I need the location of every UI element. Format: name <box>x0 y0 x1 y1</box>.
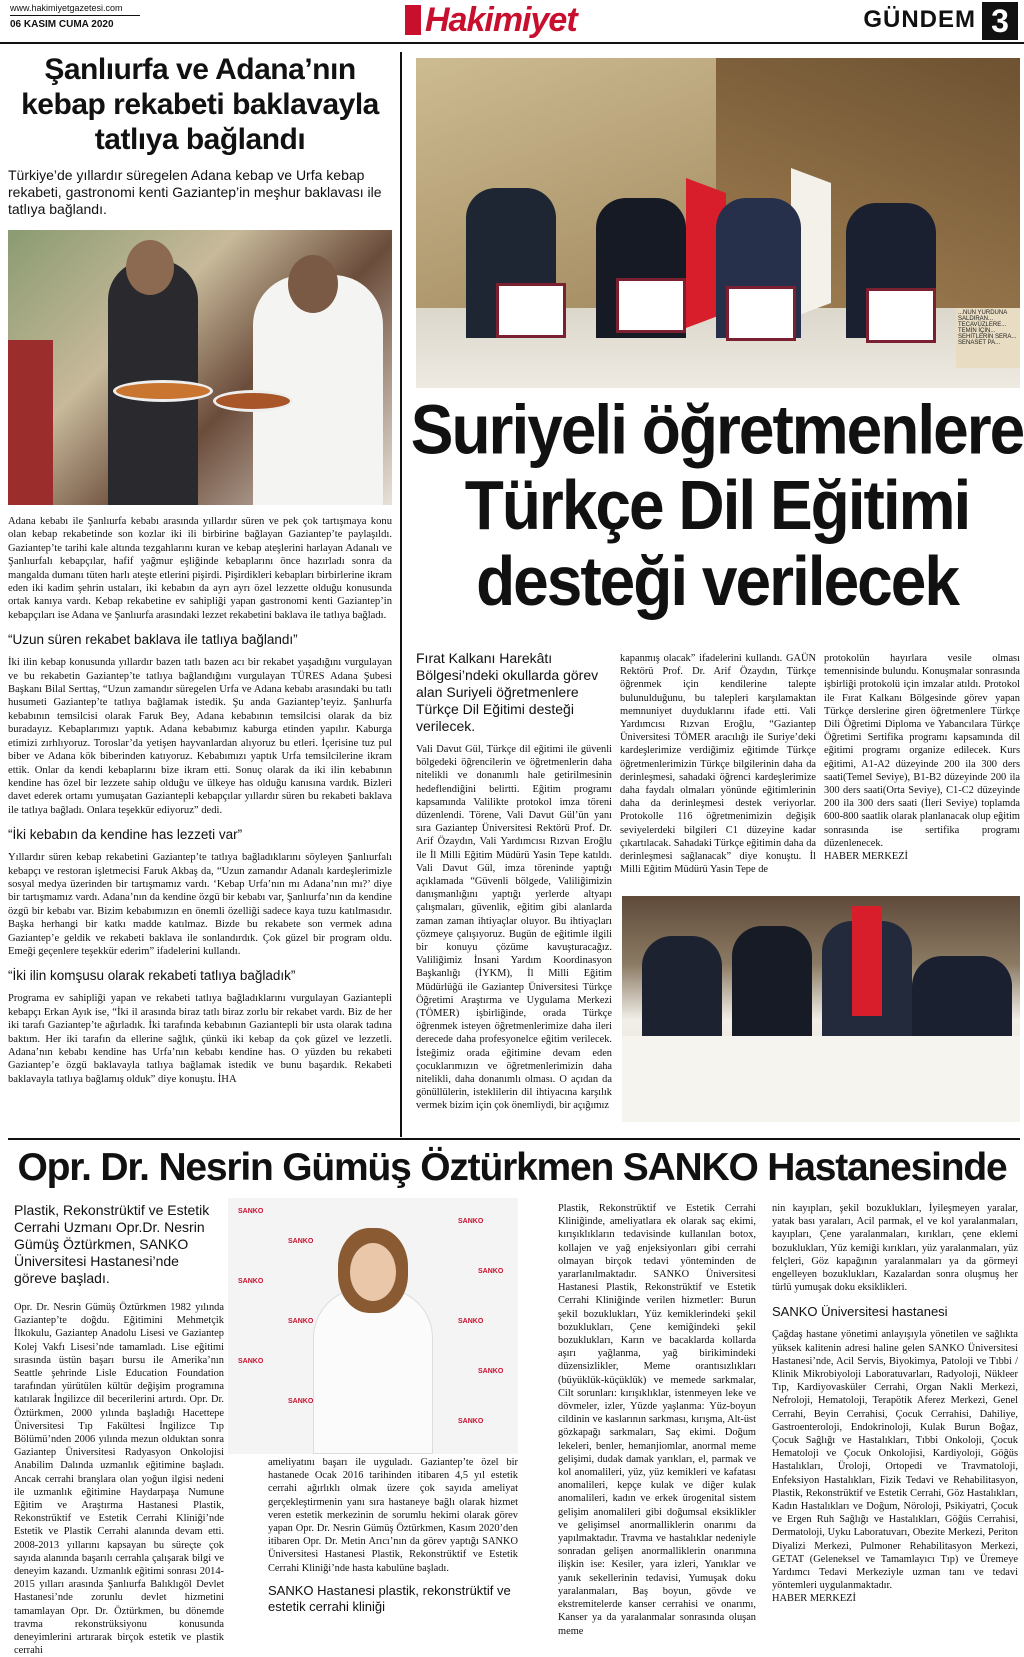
sanko-logo-icon: SANKO <box>238 1358 264 1365</box>
syria-paragraph-3: protokolün hayırlara vesile olması temennisinde bulundu. Konuşmalar sonrasında işbirliği protokolü için imzalar atıldı. Protokol ile Fırat Kalkanı Bölgesinde görev yapan Türkçe derslerine giren öğretmenlere Türkçe Dili Öğretimi Diploma ve Yabancılara Türkçe Öğretimi Sertifika programı kapsamında dil eğitimi programı organize edilecek. Kurs eğitimi, A1-A2 düzeyinde 200 ila 300 ders saati(Temel Seviye), B1-B2 düzeyinde 200 ila 300 ders saati(Orta Seviye), C1-C2 düzeyinde 200 ila 300 ders saati (İleri Seviye) toplamda 600-800 saatlik olarak planlanacak olup eğitim sonrasında ise sertifika programı düzenlenecek. <box>824 653 1020 849</box>
kebab-paragraph-1: Adana kebabı ile Şanlıurfa kebabı arasında yıllardır süren ve pek çok tartışmaya konu olan kebap rekabetinde son kozlar iki ili birbirine bağlayan Gaziantep’te paylaşıldı. Gaziantep’te tarihi kale altında tezgahlarını kuran ve kebap ateşlerini harlayan Adanalı ve Şanlıurfalı kebapçılar, hafif yağmur eşliğinde kebaplarını önce hazırladı sonra da mangalda dumanı tüten harlı ateşte etlerini pişirdi. Pişirdikleri kebapları birbirlerine ikram eden iki kadim şehrin ustaları, iki kebabın da ayrı ayrı özel lezzette olduğu konusunda ortak kanıya vardı. Kebap rekabetine ev sahipliği yapan gastronomi kenti Gaziantep’in kebapçıları ise Adana ve Şanlıurfa arasındaki lezzet rekabetini baklava ile tatlıya bağladı. <box>8 516 392 621</box>
signing-table <box>622 1036 1020 1122</box>
sanko-column-4 <box>772 1202 1018 1606</box>
signing-photo <box>622 896 1020 1122</box>
syria-paragraph-1: Vali Davut Gül, Türkçe dil eğitimi ile güvenli bölgedeki öğrencilerin ve öğretmenlerin daha nitelikli ve donanımlı hale getirilmesinin hedeflendiğini belirtti. Eğitim programı kapsamında Valilikte protokol imza töreni düzenlendi. Törene, Vali Davut Gül’ün yanı sıra Gaziantep Üniversitesi Rektörü Prof. Dr. Arif Özaydın, Vali Yardımcısı Rızvan Eroğlu ile İl Milli Eğitim Müdürü Yasin Tepe katıldı. Vali Davut Gül, imza töreninde yaptığı açıklamada “Güvenli bölgede, Valiliğimizin danışmanlığını yaptığı yerlerde altyapı çalışmaları, güvenlik, eğitim gibi alanlarda zaman zaman ihtiyaçlar oluyor. Bu ihtiyaçları çözmeye çalışıyoruz. Bugün de eğitimle ilgili bir konuyu çözüme kavuşturacağız. Valiliğimiz İnsani Yardım Koordinasyon Başkanlığı (İYKM), İl Milli Eğitim Müdürlüğü ile Gaziantep Üniversitesi Türkçe Öğretimi Araştırma ve Uygulama Merkezi (TÖMER) işbirliğinde, orada Türkçe öğrenmek isteyen öğretmenlerimize daha ileri derecede daha profesyonelce eğitim verilecek. İsteğimiz orada eğitimine devam eden çocuklarımızın ve öğretmenlerimizin daha nitelikli, daha donanımlı olması. O açıdan da gönüllülerin, isteklilerin dil ihtiyacına karşılık vermek bizim için çok önemliydi, bir açığımız <box>416 744 612 1112</box>
kebab-subhead-3: “İki ilin komşusu olarak rekabeti tatlıya bağladık” <box>8 968 296 984</box>
sanko-logo-icon: SANKO <box>458 1318 484 1325</box>
syria-byline: HABER MERKEZİ <box>824 851 908 863</box>
sanko-paragraph-5: Çağdaş hastane yönetimi anlayışıyla yönetilen ve sağlıkta yüksek kalitenin adresi haline gelen SANKO Üniversitesi Hastanesi’nde, Acil Servis, Biyokimya, Patoloji ve Tıbbi / Klinik Mikrobiyoloji Laboratuvarları, Radyoloji, Nükleer Tıp, Kardiyovasküler Cerrahi, Organ Nakli Merkezi, Nefroloji, Hematoloji, Terapötik Aferez Merkezi, Genel Cerrahi, Beyin Cerrahisi, Çocuk Cerrahisi, Dahiliye, Gastroenteroloji, Endokrinoloji, Kulak Burun Boğaz, Çocuk Sağlığı ve Hastalıkları, Tıbbi Onkoloji, Çocuk Hematoloji ve Çocuk Onkolojisi, Kardiyoloji, Göğüs Hastalıkları, Üroloji, Ortopedi ve Travmatoloji, Enfeksiyon Hastalıkları, Fizik Tedavi ve Rehabilitasyon, Plastik, Rekonstrüktif ve Estetik Cerrahi, Göz Hastalıkları, Kadın Hastalıkları ve Doğum, Nöroloji, Psikiyatri, Çocuk ve Ergen Ruh Sağlığı ve Hastalıkları, Göğüs Cerrahisi, Dermatoloji, Uyku Laboratuvarı, Obezite Merkezi, Periton Diyalizi Merkezi, Pulmoner Rehabilitasyon Merkezi, GETAT (Geleneksel ve Tamamlayıcı Tıp) ve Üremeye Yardımcı Tedavi Merkeziyle uzman tanı ve tedavi yöntemleri uygulanmaktadır. <box>772 1329 1018 1592</box>
sanko-logo-icon: SANKO <box>238 1278 264 1285</box>
sanko-logo-icon: SANKO <box>478 1268 504 1275</box>
column-divider-main <box>400 52 402 1137</box>
doctor-face <box>350 1243 396 1301</box>
syria-headline-line-1: Suriyeli öğretmenlere <box>410 390 1024 469</box>
page-number: 3 <box>982 2 1018 40</box>
sanko-column-2 <box>268 1456 518 1623</box>
sanko-paragraph-1: Opr. Dr. Nesrin Gümüş Öztürkmen 1982 yılında Gaziantep’te doğdu. Eğitimini Mehmetçik İlkokulu, Gaziantep Anadolu Lisesi ve Gaziantep Kolej Vakfı Lisesi’nde tamamladı. Lise eğitimi sırasında üstün başarı bursu ile Amerika’nın Seattle şehrinde Lisle Education Foundation tarafından yürütülen kültür değişim programına katılarak İngilizce dil becerilerini artırdı. Opr. Dr. Öztürkmen, 2000 yılında başladığı Hacettepe Üniversitesi Tıp Fakültesi İngilizce Tıp Bölümü’nden 2006 yılında mezun olduktan sonra Gaziantep Üniversitesi Radyasyon Onkolojisi Anabilim Dalında uzmanlık eğitimine başladı. Ancak cerrahi branşlara olan yoğun ilgisi nedeni ile uzmanlık eğitimine Haydarpaşa Numune Eğitim ve Araştırma Hastanesi Plastik, Rekonstrüktif ve Estetik Cerrahi Kliniği’nde Estetik ve Plastik Cerrahi alanında devam etti. 2008-2013 yıllarını kapsayan bu süreçte çok sayıda alanında başarılı cerrahla çalışarak bilgi ve deneyim kazandı. Uzmanlık eğitimi sonrası 2014-2015 yılları arasında Şanlıurfa Balıklıgöl Devlet Hastanesi’nde zorunlu devlet hizmetini tamamlayan Opr. Dr. Öztürkmen, bu dönemde travma rekonstrüksiyonu konusunda deneyimlerini artırarak birçok estetik ve plastik cerrahi <box>14 1302 224 1657</box>
kebab-paragraph-3: Yıllardır süren kebap rekabetini Gaziantep’te tatlıya bağladıklarını söyleyen Şanlıurfalı kebapçı ve restoran işletmecisi Faruk Akbaş da, “Uzun zamandır Adanalı kardeşlerimizle sosyal medya üzerinden bir tartışmamız vardı. ‘Kebap Urfa’nın mı Adana’nın mı?’ diye bir tartışmamız vardı. Adana’nın da kendine özgü bir kebabı var, Şanlıurfa’nın da kendine özgü bir kebabı var. Bizim kebabımızın en önemli özelliği sadece kaya tuzu katılmasıdır. Başka herhangi bir katkı madde katılmaz. Bizde bu rekabete son vermek adına Gaziantep’e geldik ve rekabeti baklava ile sonlandırdık. Çok güzel bir program oldu. Emeği geçenlere teşekkür ederim” ifadelerini kullandı. <box>8 852 392 957</box>
protocol-folder-2 <box>616 278 686 333</box>
kebab-photo <box>8 230 392 505</box>
newspaper-logo <box>405 1 605 39</box>
chef-head <box>288 255 338 313</box>
syria-column-3 <box>824 652 1020 863</box>
section-divider <box>8 1138 1020 1140</box>
kebab-lead: Türkiye’de yıllardır süregelen Adana kebap ve Urfa kebap rekabeti, gastronomi kenti Gaziantep’in meşhur baklavası ile tatlıya bağlandı. <box>8 167 382 217</box>
syria-headline <box>410 392 1024 619</box>
sanko-logo-icon: SANKO <box>288 1398 314 1405</box>
sanko-byline: HABER MERKEZİ <box>772 1593 856 1605</box>
section-name: GÜNDEM <box>863 6 976 33</box>
syria-column-1 <box>416 650 612 1113</box>
sanko-paragraph-4: nin kayıpları, şekil bozuklukları, İyileşmeyen yaralar, yatak bası yaraları, Acil parmak, el ve kol yaralanmaları, kayıpları, Çene yaralanmaları, kırıkları, çene eklemi bozuklukları, Yüz kemiği kırıkları, yüz yaralanmaları, yüz felçleri, Göz kapağının yaralanmaları ya da görmeyi engelleyen bozuklukları, Kazalardan sonra oluşmuş her türlü yumuşak doku eksiklikleri. <box>772 1203 1018 1294</box>
syria-column-2 <box>620 652 816 876</box>
protocol-photo <box>416 58 1020 388</box>
kebab-plate-1 <box>113 380 213 402</box>
site-url[interactable]: www.hakimiyetgazetesi.com <box>10 3 123 13</box>
sanko-subhead-1: SANKO Hastanesi plastik, rekonstrüktif ve estetik cerrahi kliniği <box>268 1582 511 1614</box>
sanko-logo-icon: SANKO <box>288 1238 314 1245</box>
kebab-headline: Şanlıurfa ve Adana’nın kebap rekabeti baklavayla tatlıya bağlandı <box>21 53 379 156</box>
sanko-logo-icon: SANKO <box>238 1208 264 1215</box>
sanko-column-1 <box>14 1202 224 1657</box>
person-head <box>126 240 174 295</box>
kebab-subhead-1: “Uzun süren rekabet baklava ile tatlıya bağlandı” <box>8 632 298 648</box>
kebab-plate-2 <box>213 390 293 412</box>
sanko-logo-icon: SANKO <box>458 1418 484 1425</box>
logo-mark-icon <box>405 5 421 35</box>
sanko-subhead-2: SANKO Üniversitesi hastanesi <box>772 1304 948 1320</box>
photo-banner-text: ...NUN YURDUNA SALDIRAN... TECAVÜZLERE... TEMİN İÇİN... SEHİTLERİN SERA... SENASET PA... <box>956 308 1020 368</box>
sanko-logo-icon: SANKO <box>288 1318 314 1325</box>
sanko-logo-icon: SANKO <box>478 1368 504 1375</box>
syria-headline-line-2: Türkçe Dil Eğitimi <box>464 466 970 545</box>
syria-paragraph-2: kapanmış olacak” ifadelerini kullandı. GAÜN Rektörü Prof. Dr. Arif Özaydın, Türkçe öğrenmek için kendilerine talepte bulunulduğunu, bu talepleri karşılamaktan memnuniyet duyduklarını ifade etti. Vali Yardımcısı Rızvan Eroğlu, “Gaziantep Üniversitesi TÖMER aracılığı ile Suriye’deki kardeşlerimize verdiğimiz eğitimde Türkçe öğretmenlerimizin Türkçe bilgilerinin daha da derinleşmesi, sahadaki öğrenci kardeşlerimize daha faydalı olmaları yönünde eğitimlerinin daha da derinleşmesi destek veriyorlar. Protokolle 116 öğretmenimizin değişik seviyelerdeki bilgileri C1 düzeyine kadar çıkartılacak. Sahadaki Türkçe eğitimin daha da derinleşmesi sağlanacak” diye konuştu. İl Milli Eğitim Müdürü Yasin Tepe de <box>620 653 816 876</box>
protocol-folder-4 <box>866 288 936 343</box>
kebab-story <box>8 52 392 1086</box>
protocol-folder-3 <box>726 286 796 341</box>
flag-icon <box>852 906 882 1016</box>
bystander-silhouette <box>8 340 53 505</box>
kebab-paragraph-2: İki ilin kebap konusunda yıllardır bazen tatlı bazen acı bir rekabet yaşadığını vurgulayan ve bu rekabetin Gaziantep’te tatlıya bağlandığını vurgulayan TÜRES Adana Şubesi Başkanı Bilal Serttaş, “Uzun zamandır süregelen Urfa ve Adana kebabı arasındaki bu tatlı husumeti Gaziantep’te tatlıya bağlamak istedik. Şu anda Gaziantep’teyiz. Şanlıurfa kebabının temsilcisi olarak Faruk Bey, Adana kebabının temsilcisi olarak da biz buradayız. Kebaplarımızı yaptık. Adana kebabımız kaburga etinden yapılır. Kaburga etimizi zırhlıyoruz. Toroslar’da yetişen hayvanlardan alıyoruz bu etleri. İçerisine tuz pul biber ve Adana kök biberinden katıyoruz. Kebabımızı yaptık Urfa temsilcilerine ikram ettik. Onlar da kendi kebaplarını bize ikram etti. Sonuç olarak da iki ilin kebabının kendine has özel bir lezzete sahip olduğu ve ülkeye has olduğu kanısına vardık. Bizleri davet ederek ortamı yumuşatan Gaziantepli kebapçılar yıllardır süren bu rekabeti baklava ile tatlıya bağladı. Onlara teşekkür ediyoruz” dedi. <box>8 657 392 816</box>
sanko-logo-icon: SANKO <box>458 1218 484 1225</box>
syria-lead: Fırat Kalkanı Harekâtı Bölgesi’ndeki okullarda görev alan Suriyeli öğretmenlere Türkçe Dil Eğitimi desteği verilecek. <box>416 650 599 734</box>
issue-date: 06 KASIM CUMA 2020 <box>10 19 114 30</box>
sanko-headline: Opr. Dr. Nesrin Gümüş Öztürkmen SANKO Hastanesinde <box>17 1146 1007 1189</box>
masthead <box>0 0 1024 44</box>
masthead-rule <box>10 15 140 16</box>
kebab-subhead-2: “İki kebabın da kendine has lezzeti var” <box>8 827 243 843</box>
protocol-folder-1 <box>496 283 566 338</box>
logo-text: Hakimiyet <box>425 0 577 39</box>
sanko-paragraph-3: Plastik, Rekonstrüktif ve Estetik Cerrahi Kliniğinde, ameliyatlara ek olarak saç ekimi, kırışıklıkların tedavisinde kullanılan botox, kollajen ve yağ enjeksiyonları gibi cerrahi olmayan birçok tedavi yönteminden de yararlanılmaktadır. SANKO Üniversitesi Hastanesi Plastik, Rekonstrüktif ve Estetik Cerrahi Kliniğinde verilen hizmetler: Burun şekil bozuklukları, Yüz kemiklerindeki şekil bozuklukları, Çene kemiğindeki şekil bozuklukları, Karın ve bacaklarda kollarda aşırı yağlanma, yağ birikimindeki düzensizlikler, Meme orantısızlıkları (büyüklük-küçüklük) ve memede sarkmalar, Cilt sorunları: kırışıklıklar, istenmeyen leke ve dövmeler, izler, Yüzde yaşlanma: Yüz-boyun cildinin ve kaslarının sarkması, kırışma, Alt-üst gözkapağı sarkmaları, Saç ekimi. Doğum lekeleri, benler, hemanjiomlar, anormal meme gelişimi, dudak damak yarıkları, el, parmak ve kol anomalileri, yüz, yüz kemikleri ve kafatası anomalileri, kepçe kulak ve diğer kulak anomalileri, kadın ve erkek ürogenital sistem gelişim anomalileri gibi doğumsal eksiklikler ve gelişimsel anormalliklerin onarımı da yapılmaktadır. Travma ve hastalıklar nedeniyle sonradan gelişen anormalliklerin onarımına ilişkin ise: Kesiler, yara izleri, Yanıklar ve yanık sekellerinin tedavisi, Yumuşak doku yaralanmaları, Baş boyun, gövde ve ekstremitelerde kanser cerrahisi ve onarımı, Kanser ya da yaralanmalar sonrasında oluşan meme <box>558 1203 756 1637</box>
syria-headline-line-3: desteği verilecek <box>476 542 958 620</box>
sanko-lead: Plastik, Rekonstrüktif ve Estetik Cerrahi Uzmanı Opr.Dr. Nesrin Gümüş Öztürkmen, SANKO Üniversitesi Hastanesi’nde göreve başladı. <box>14 1202 210 1286</box>
sanko-paragraph-2: ameliyatını başarı ile uyguladı. Gaziantep’te özel bir hastanede Ocak 2016 tarihinden itibaren 4,5 yıl estetik cerrahi ağırlıklı olmak üzere çok sayıda ameliyat gerçekleştirmenin yanı sıra hastaneye bağlı olarak hizmet veren estetik merkezinin de sorumlu hekimi olarak görev yapan Opr. Dr. Nesrin Gümüş Öztürkmen, Kasım 2020’den itibaren Opr. Dr. Metin Arıcı’nın da görev yaptığı SANKO Üniversitesi Hastanesi Plastik, Rekonstrüktif ve Estetik Cerrahi Kliniği’nde hasta kabulüne başladı. <box>268 1457 518 1574</box>
doctor-photo <box>228 1198 518 1454</box>
kebab-paragraph-4: Programa ev sahipliği yapan ve rekabeti tatlıya bağladıklarını vurgulayan Gaziantepli kebapçı Erkan Ayık ise, “İki il arasında biraz tatlı biraz zorlu bir rekabet vardı. Biz de her iki tarafı Gaziantep’te ağırladık. İki tarafında kebabının Gaziantepli bir usta olarak tadına baktım. Her iki tarafın da ellerine sağlık, çünkü iki kebap da çok güzel ve lezzetli. Adana’nın kebabı kendine has Urfa’nın kebabı kendine has. O yüzden bu rekabeti Gaziantep’e özgü baklavayla tatlıya bağlamak istedik ve bunu başardık. Rekabeti baklavayla tatlıya bağlamış olduk” diye konuştu. İHA <box>8 993 392 1085</box>
sanko-column-3 <box>558 1202 756 1638</box>
